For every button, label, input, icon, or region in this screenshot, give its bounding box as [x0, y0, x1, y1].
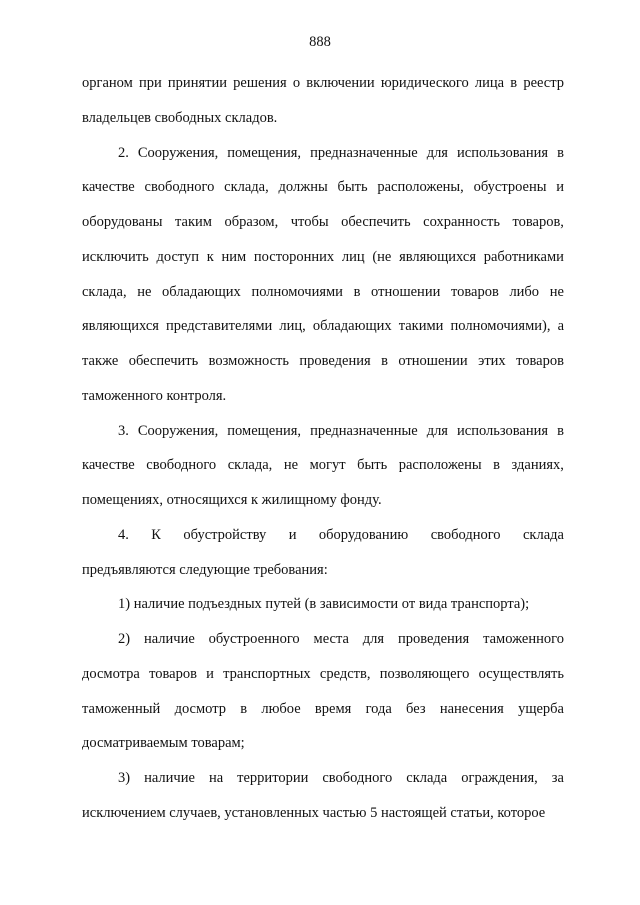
paragraph — [82, 420, 564, 524]
paragraph — [82, 628, 564, 767]
text-line: 2) наличие обустроенного места для проведения таможенного — [118, 631, 564, 647]
text-line: исключить доступ к ним посторонних лиц (не являющихся работниками — [82, 248, 564, 265]
text-line: 3. Сооружения, помещения, предназначенные для использования в — [118, 422, 564, 439]
text-line: оборудованы таким образом, чтобы обеспечить сохранность товаров, — [82, 214, 564, 230]
text-line: владельцев свободных складов. — [82, 109, 278, 126]
text-line: органом при принятии решения о включении юридического лица в реестр — [82, 75, 564, 91]
page-number: 888 — [309, 34, 331, 50]
paragraph — [82, 72, 564, 142]
text-line: досмотра товаров и транспортных средств, позволяющего осуществлять — [82, 665, 564, 682]
paragraph — [82, 767, 564, 837]
text-line: 2. Сооружения, помещения, предназначенные для использования в — [118, 144, 564, 161]
text-line: таможенного контроля. — [82, 387, 227, 404]
paragraph — [82, 524, 564, 594]
text-line: склада, не обладающих полномочиями в отношении товаров либо не — [82, 283, 564, 300]
document-body — [82, 72, 564, 837]
text-line: 1) наличие подъездных путей (в зависимости от вида транспорта); — [118, 596, 530, 613]
text-line: 3) наличие на территории свободного склада ограждения, за — [118, 770, 564, 786]
text-line: качестве свободного склада, не могут быть расположены в зданиях, — [82, 457, 564, 474]
text-line: помещениях, относящихся к жилищному фонду. — [82, 492, 382, 508]
text-line: досматриваемым товарам; — [82, 735, 245, 752]
text-line: предъявляются следующие требования: — [82, 561, 328, 578]
paragraph — [82, 142, 564, 420]
text-line: исключением случаев, установленных частью 5 настоящей статьи, которое — [82, 804, 546, 821]
text-line: качестве свободного склада, должны быть расположены, обустроены и — [82, 179, 564, 196]
text-line: 4. К обустройству и оборудованию свободного склада — [118, 526, 564, 543]
text-line: также обеспечить возможность проведения в отношении этих товаров — [82, 353, 564, 369]
paragraph — [82, 593, 564, 628]
text-line: являющихся представителями лиц, обладающих такими полномочиями), а — [82, 318, 564, 335]
text-line: таможенный досмотр в любое время года без нанесения ущерба — [82, 700, 564, 717]
